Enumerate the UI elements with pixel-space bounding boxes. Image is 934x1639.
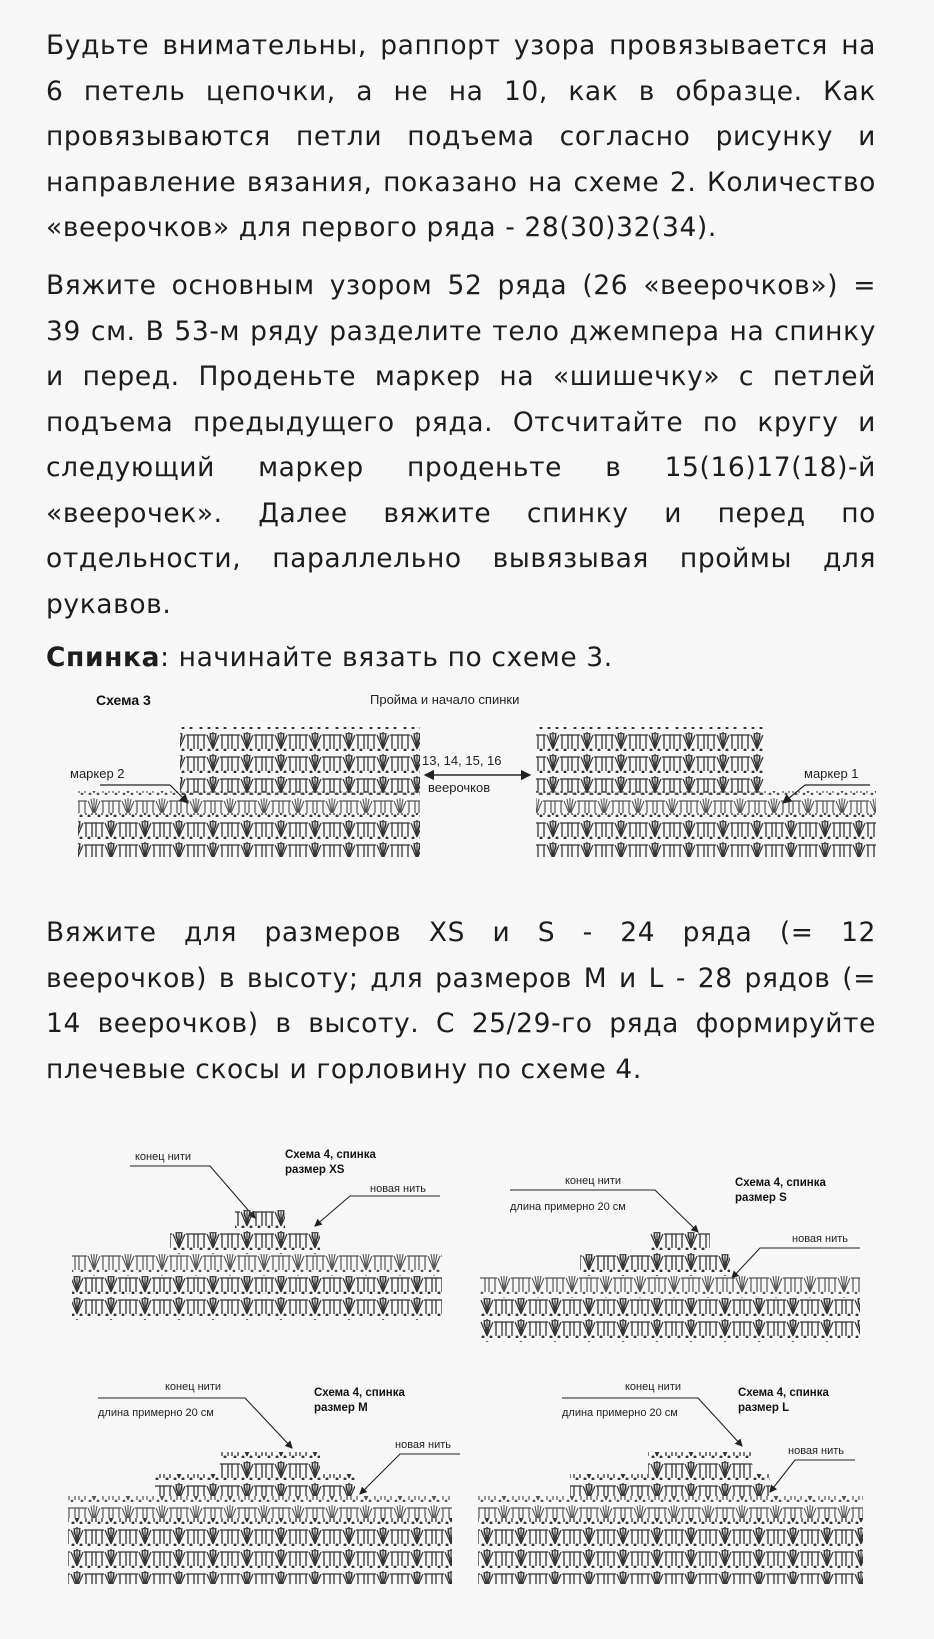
- end-thread-label: конец нити: [565, 1175, 622, 1187]
- text-line: Вяжите для размеров XS и S - 24 ряда (= 12: [46, 917, 876, 948]
- text-line: и перед. Проденьте маркер на «шишечку» с петлей: [46, 361, 876, 392]
- stitch-row-left: [78, 791, 420, 813]
- stitch-row: [480, 1298, 860, 1342]
- paragraph-1: [46, 23, 876, 251]
- marker-1-label: маркер 1: [804, 766, 859, 781]
- scheme-3-subtitle: Пройма и начало спинки: [370, 692, 520, 707]
- text-line: «веерочек». Далее вяжите спинку и перед по: [46, 497, 876, 529]
- scheme-size: размер S: [735, 1192, 787, 1204]
- text-line: направление вязания, показано на схеме 2. Количество: [46, 166, 876, 198]
- scheme-4-l-diagram: [470, 1370, 890, 1605]
- scheme-size: размер M: [314, 1402, 368, 1414]
- stitch-row: [480, 1276, 860, 1298]
- end-thread-arrow-icon: [562, 1398, 742, 1446]
- text-line: веерочков) в высоту; для размеров M и L - 28 рядов (=: [46, 962, 876, 994]
- new-thread-arrow-icon: [732, 1248, 860, 1278]
- stitch-top: [220, 1452, 320, 1474]
- text-line: отдельности, параллельно вывязывая проймы для: [46, 543, 876, 574]
- new-thread-label: новая нить: [370, 1183, 427, 1195]
- text-line: следующий маркер проденьте в 15(16)17(18)-й: [46, 452, 876, 483]
- end-thread-label: конец нити: [135, 1151, 192, 1163]
- scheme-title: Схема 4, спинка: [735, 1177, 826, 1189]
- stitch-row: [68, 1496, 452, 1518]
- text-line: Вяжите основным узором 52 ряда (26 «веерочков») =: [46, 270, 876, 301]
- new-thread-arrow-icon: [770, 1460, 855, 1492]
- text-line: рукавов.: [46, 588, 172, 620]
- stitch-row: [68, 1518, 452, 1584]
- thread-length-label: длина примерно 20 см: [98, 1407, 214, 1419]
- scheme-3-diagram: [60, 685, 890, 870]
- new-thread-arrow-icon: [315, 1196, 440, 1226]
- stitch-top: [235, 1210, 285, 1232]
- stitch-top: [650, 1232, 710, 1254]
- stitch-row: [155, 1474, 355, 1496]
- scheme-title: Схема 4, спинка: [285, 1149, 376, 1161]
- stitch-rows-right-upper: [536, 727, 764, 797]
- stitch-row: [72, 1276, 442, 1320]
- stitch-row: [478, 1496, 863, 1518]
- end-thread-label: конец нити: [165, 1381, 222, 1393]
- new-thread-label: новая нить: [788, 1445, 845, 1457]
- stitch-rows-right-lower: [536, 813, 876, 857]
- stitch-row: [170, 1232, 320, 1254]
- stitch-row-right: [536, 791, 876, 813]
- scheme-size: размер L: [738, 1402, 790, 1414]
- end-thread-label: конец нити: [625, 1381, 682, 1393]
- marker-2-label: маркер 2: [70, 766, 125, 781]
- scheme-4-m-diagram: [60, 1370, 470, 1605]
- thread-length-label: длина примерно 20 см: [510, 1201, 626, 1213]
- count-label: 13, 14, 15, 16: [422, 753, 502, 768]
- text-line: «веерочков» для первого ряда - 28(30)32(34).: [46, 212, 717, 243]
- text-line: провязываются петли подъема согласно рисунку и: [46, 121, 876, 152]
- thread-length-label: длина примерно 20 см: [562, 1407, 678, 1419]
- stitch-row: [570, 1474, 770, 1496]
- paragraph-2: [46, 263, 876, 627]
- stitch-row: [478, 1518, 863, 1584]
- scheme-title: Схема 4, спинка: [314, 1387, 405, 1399]
- section-heading: Спинка: [46, 642, 161, 673]
- text-line: Будьте внимательны, раппорт узора провязывается на: [46, 30, 876, 61]
- text-line: : начинайте вязать по схеме 3.: [160, 642, 613, 673]
- scheme-size: размер XS: [285, 1164, 345, 1176]
- text-line: плечевые скосы и горловину по схеме 4.: [46, 1053, 642, 1085]
- stitch-rows-left-lower: [78, 813, 420, 857]
- stitch-row: [72, 1254, 442, 1276]
- new-thread-arrow-icon: [360, 1454, 460, 1494]
- scheme-title: Схема 4, спинка: [738, 1387, 829, 1399]
- new-thread-label: новая нить: [792, 1233, 849, 1245]
- text-line: 6 петель цепочки, а не на 10, как в образце. Как: [46, 75, 876, 107]
- paragraph-3: [46, 635, 876, 681]
- text-line: 14 веерочков) в высоту. С 25/29-го ряда формируйте: [46, 1008, 876, 1039]
- stitch-rows-left-upper: [180, 727, 420, 797]
- text-line: подъема предыдущего ряда. Отсчитайте по кругу и: [46, 406, 876, 438]
- text-line: 39 см. В 53-м ряду разделите тело джемпера на спинку: [46, 315, 876, 347]
- paragraph-4: [46, 910, 876, 1092]
- end-thread-arrow-icon: [98, 1398, 292, 1448]
- scheme-4-s-diagram: [470, 1140, 890, 1355]
- count-unit-label: веерочков: [428, 780, 491, 795]
- stitch-row: [580, 1254, 730, 1276]
- scheme-4-xs-diagram: [60, 1140, 470, 1355]
- new-thread-label: новая нить: [395, 1439, 452, 1451]
- stitch-top: [648, 1452, 753, 1474]
- scheme-3-title: Схема 3: [96, 692, 151, 708]
